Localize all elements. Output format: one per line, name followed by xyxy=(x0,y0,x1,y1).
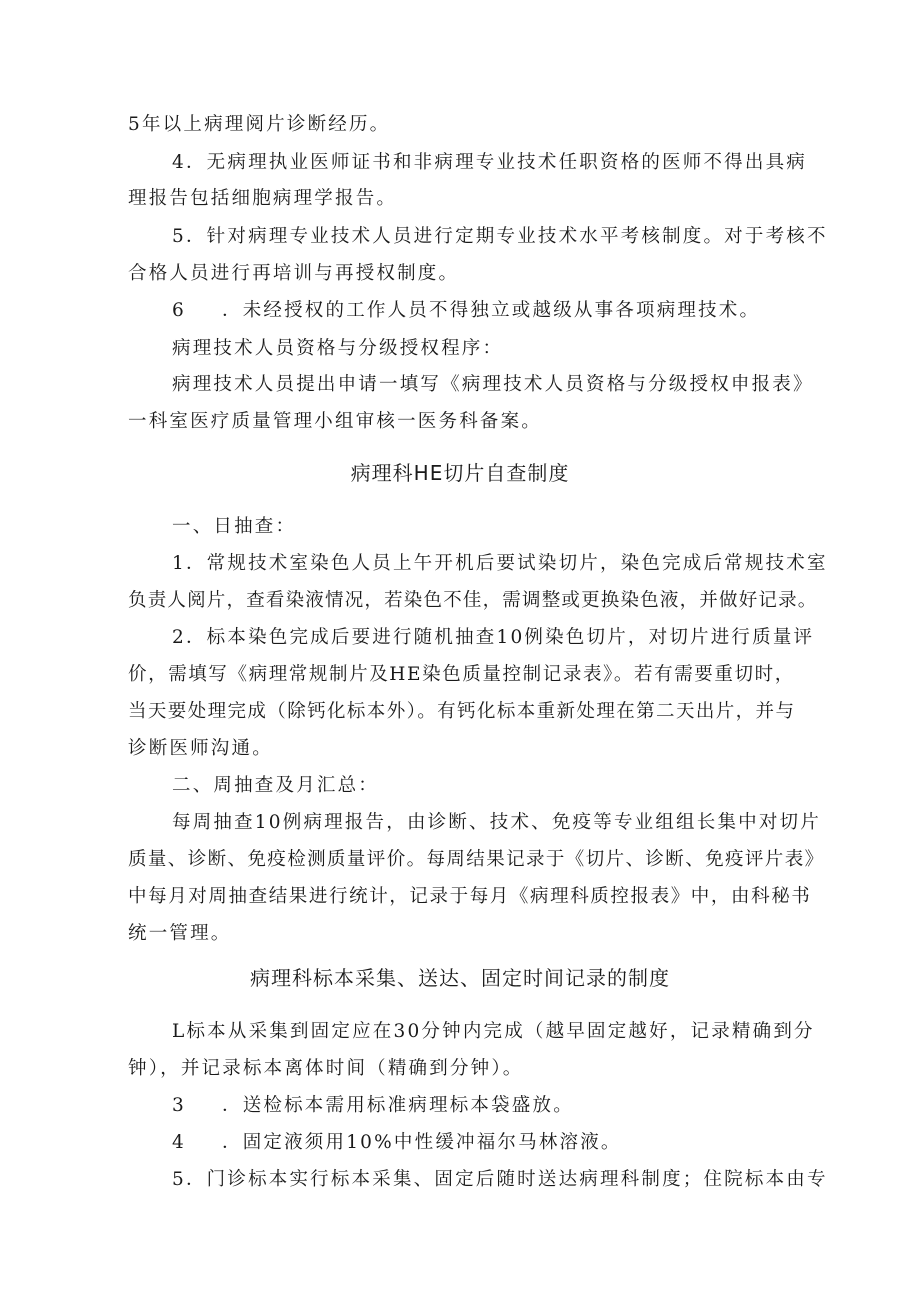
list-number: 6 xyxy=(172,300,186,321)
list-number: 3 xyxy=(172,1095,186,1116)
paragraph-line: 5．门诊标本实行标本采集、固定后随时送达病理科制度；住院标本由专 xyxy=(172,1169,828,1190)
paragraph-line: ．未经授权的工作人员不得独立或越级从事各项病理技术。 xyxy=(222,300,761,321)
paragraph-line: ．固定液须用10%中性缓冲福尔马林溶液。 xyxy=(222,1132,622,1153)
paragraph-line: 质量、诊断、免疫检测质量评价。每周结果记录于《切片、诊断、免疫评片表》 xyxy=(128,849,825,870)
section-heading: 病理科HE切片自查制度 xyxy=(350,461,570,485)
paragraph-line: 2．标本染色完成后要进行随机抽查10例染色切片，对切片进行质量评 xyxy=(172,627,815,648)
paragraph-line: 价，需填写《病理常规制片及HE染色质量控制记录表》。若有需要重切时， xyxy=(128,664,795,685)
section-heading: 病理科标本采集、送达、固定时间记录的制度 xyxy=(250,966,670,990)
paragraph-line: 5年以上病理阅片诊断经历。 xyxy=(128,114,391,135)
paragraph-line: 诊断医师沟通。 xyxy=(128,738,273,759)
paragraph-line: 合格人员进行再培训与再授权制度。 xyxy=(128,263,460,284)
list-number: 4 xyxy=(172,1132,186,1153)
paragraph-line: 负责人阅片，查看染液情况，若染色不佳，需调整或更换染色液，并做好记录。 xyxy=(128,590,818,611)
paragraph-line: 病理技术人员资格与分级授权程序： xyxy=(172,338,504,359)
paragraph-line: L标本从采集到固定应在30分钟内完成（越早固定越好，记录精确到分 xyxy=(172,1021,815,1042)
paragraph-line: 5．针对病理专业技术人员进行定期专业技术水平考核制度。对于考核不 xyxy=(172,226,828,247)
paragraph-line: 钟），并记录标本离体时间（精确到分钟）。 xyxy=(128,1058,524,1079)
paragraph-line: ．送检标本需用标准病理标本袋盛放。 xyxy=(222,1095,574,1116)
paragraph-line: 统一管理。 xyxy=(128,923,232,944)
paragraph-line: 中每月对周抽查结果进行统计，记录于每月《病理科质控报表》中，由科秘书 xyxy=(128,886,812,907)
paragraph-line: 一、日抽查： xyxy=(172,516,297,537)
paragraph-line: 1．常规技术室染色人员上午开机后要试染切片，染色完成后常规技术室 xyxy=(172,553,828,574)
paragraph-line: 4．无病理执业医师证书和非病理专业技术任职资格的医师不得出具病 xyxy=(172,152,807,173)
paragraph-line: 当天要处理完成（除钙化标本外）。有钙化标本重新处理在第二天出片，并与 xyxy=(128,701,796,722)
paragraph-line: 每周抽查10例病理报告，由诊断、技术、免疫等专业组组长集中对切片 xyxy=(172,812,821,833)
paragraph-line: 一科室医疗质量管理小组审核一医务科备案。 xyxy=(128,411,543,432)
paragraph-line: 理报告包括细胞病理学报告。 xyxy=(128,188,398,209)
paragraph-line: 二、周抽查及月汇总： xyxy=(172,775,380,796)
paragraph-line: 病理技术人员提出申请一填写《病理技术人员资格与分级授权申报表》 xyxy=(172,374,814,395)
